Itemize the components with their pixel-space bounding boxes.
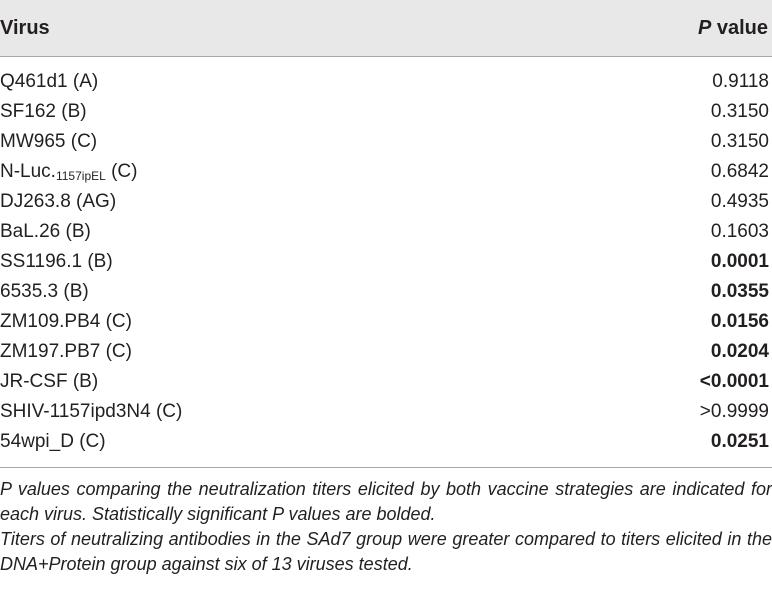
p-value-cell: 0.1603 [710, 221, 769, 242]
p-value-cell: <0.0001 [699, 371, 769, 392]
table-body [0, 67, 772, 457]
virus-cell: MW965 (C) [0, 131, 98, 152]
column-header-virus: Virus [0, 16, 50, 39]
virus-cell: SHIV-1157ipd3N4 (C) [0, 401, 183, 422]
table-header [0, 0, 772, 57]
virus-cell [0, 161, 137, 183]
virus-name: N-Luc. [0, 161, 56, 182]
p-value-cell: 0.0355 [710, 281, 769, 302]
virus-cell: DJ263.8 (AG) [0, 191, 117, 212]
virus-clade: (C) [105, 161, 138, 182]
table-row [0, 307, 772, 337]
virus-cell: ZM197.PB7 (C) [0, 341, 132, 362]
p-value-cell: >0.9999 [699, 401, 769, 422]
table-row [0, 247, 772, 277]
virus-subscript: 1157ipEL [55, 169, 106, 183]
p-value-cell: 0.0001 [710, 251, 769, 272]
table-bottom-rule [0, 467, 772, 468]
virus-cell: SS1196.1 (B) [0, 251, 113, 272]
table-row [0, 277, 772, 307]
virus-cell: JR-CSF (B) [0, 371, 99, 392]
footnote-1: P values comparing the neutralization titers elicited by both vaccine strategies are indicated for each virus. Statistically significant P values are bolded. [0, 479, 772, 524]
p-value-cell: 0.4935 [710, 191, 769, 212]
table-row [0, 187, 772, 217]
table-row [0, 397, 772, 427]
virus-cell: 6535.3 (B) [0, 281, 89, 302]
virus-cell: SF162 (B) [0, 101, 87, 122]
table-footnotes [0, 477, 772, 577]
virus-cell: BaL.26 (B) [0, 221, 91, 242]
p-value-cell: 0.0251 [710, 431, 769, 452]
virus-cell: ZM109.PB4 (C) [0, 311, 132, 332]
table-row [0, 217, 772, 247]
p-value-cell: 0.0156 [710, 311, 769, 332]
p-label: P [697, 16, 712, 39]
p-value-cell: 0.0204 [710, 341, 769, 362]
table-row [0, 337, 772, 367]
p-value-cell: 0.3150 [710, 131, 769, 152]
table-row [0, 367, 772, 397]
p-value-cell: 0.9118 [712, 71, 769, 92]
p-value-cell: 0.3150 [710, 101, 769, 122]
column-header-p-value [698, 17, 769, 40]
table-row [0, 157, 772, 187]
table-row [0, 127, 772, 157]
footnote-2: Titers of neutralizing antibodies in the SAd7 group were greater compared to titers elicited in the DNA+Protein group against six of 13 viruses tested. [0, 529, 772, 574]
table-row [0, 97, 772, 127]
table-row [0, 427, 772, 457]
p-value-cell: 0.6842 [710, 161, 769, 182]
virus-cell: Q461d1 (A) [0, 71, 99, 92]
virus-cell: 54wpi_D (C) [0, 431, 106, 452]
value-label: value [711, 16, 768, 39]
table-row [0, 67, 772, 97]
